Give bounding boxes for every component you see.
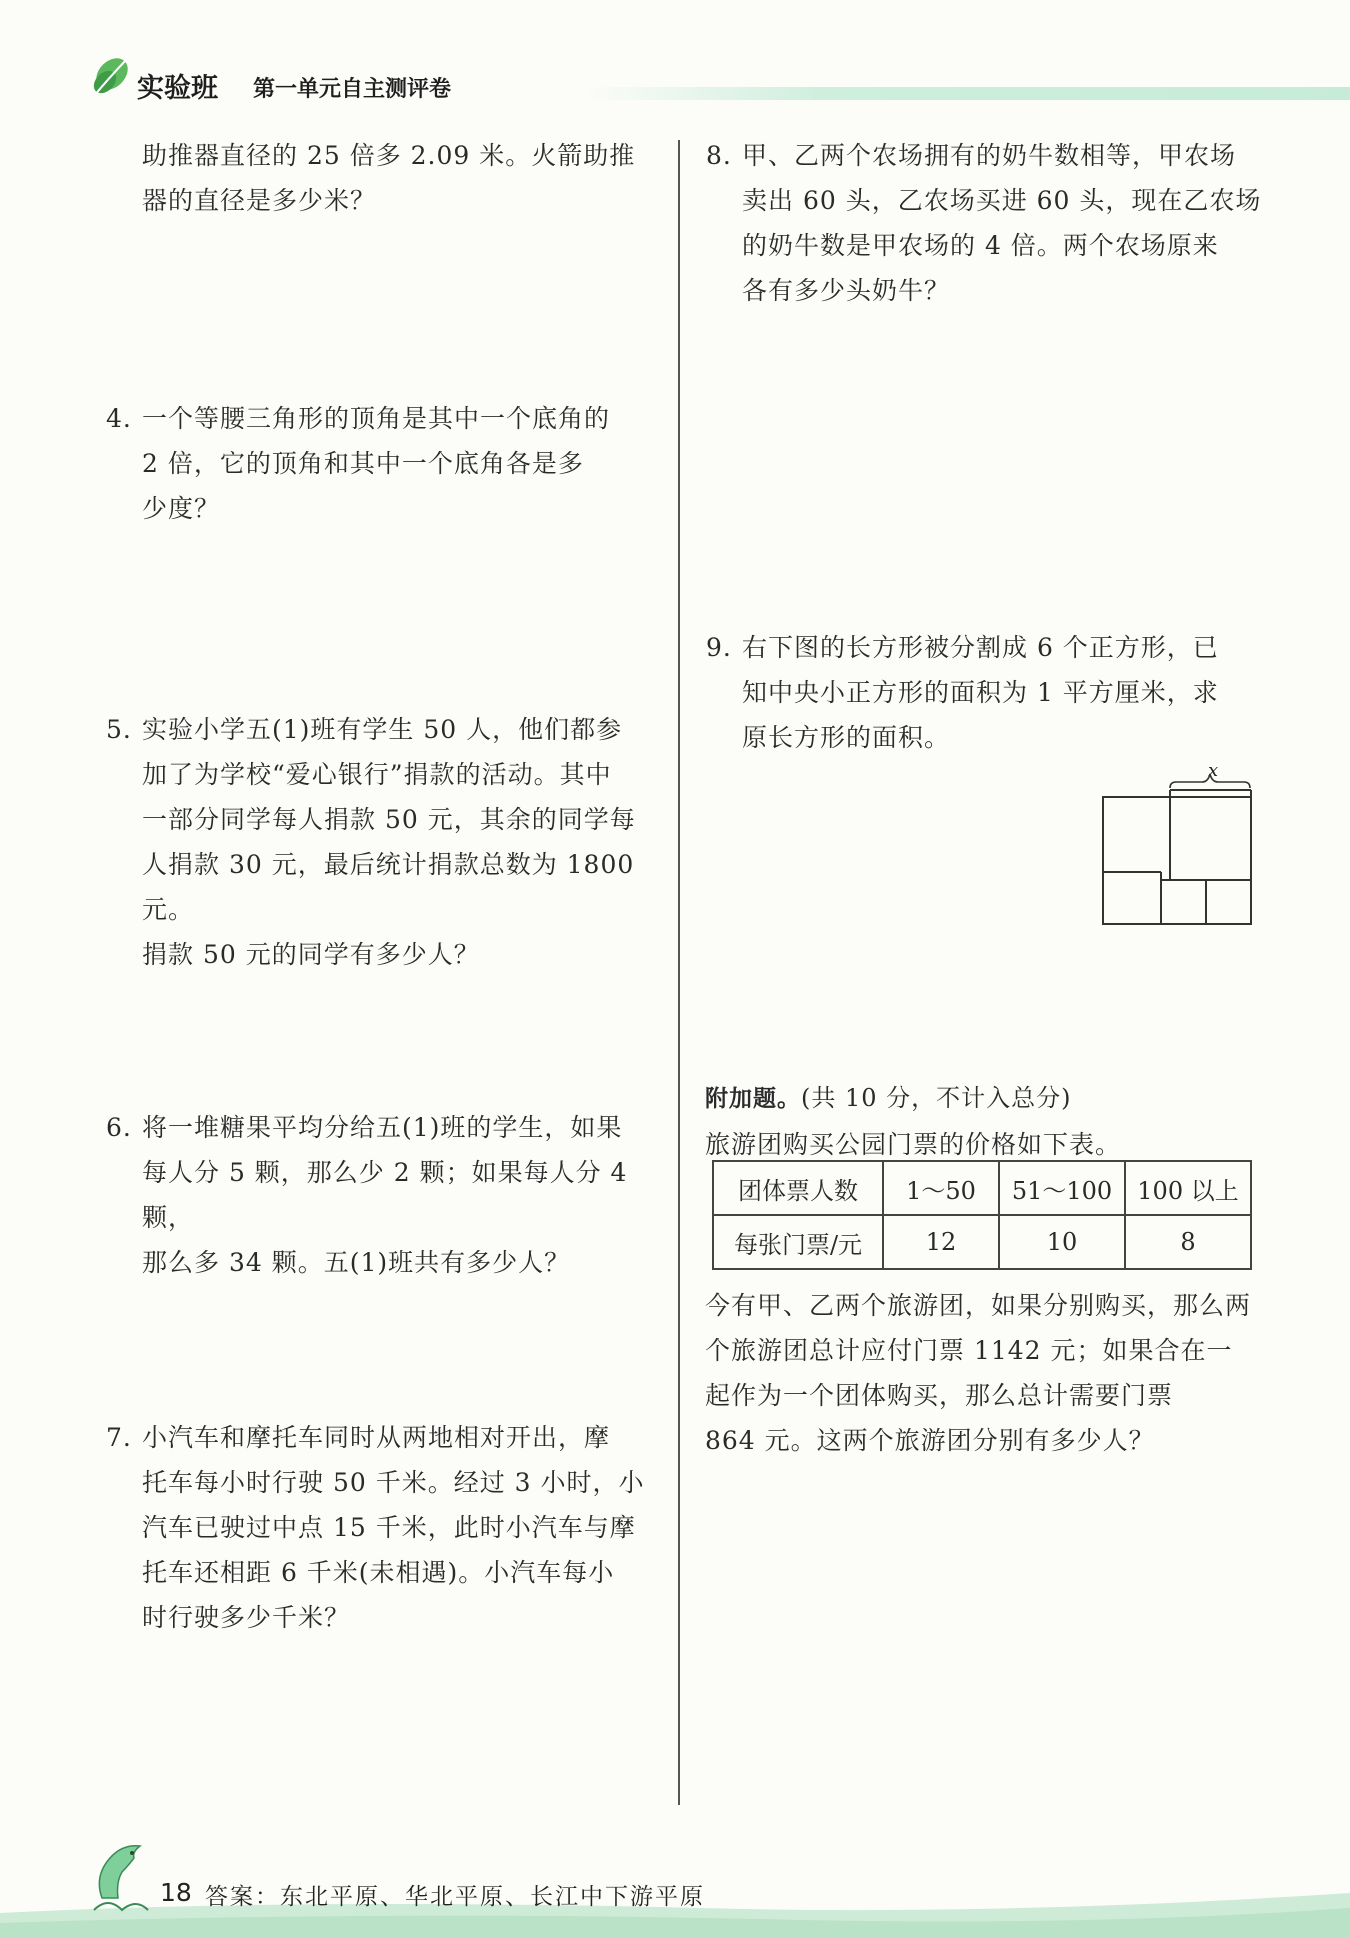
column-divider: [678, 140, 680, 1805]
table-cell: 每张门票/元: [713, 1215, 883, 1269]
footer-answer: 答案：东北平原、华北平原、长江中下游平原: [205, 1884, 705, 1910]
question-line: 卖出 60 头，乙农场买进 60 头，现在乙农场: [742, 186, 1262, 215]
question-8: [706, 133, 1262, 313]
table-row: [713, 1215, 1251, 1269]
question-line: 今有甲、乙两个旅游团，如果分别购买，那么两: [705, 1291, 1252, 1320]
page-number: 18: [160, 1878, 192, 1907]
question-line: 加了为学校“爱心银行”捐款的活动。其中: [142, 760, 612, 789]
extra-question-body: [705, 1283, 1270, 1463]
question-number: 4.: [106, 404, 132, 433]
table-row: [713, 1161, 1251, 1215]
question-4: [106, 396, 652, 531]
leaf-logo-icon: [88, 54, 132, 100]
table-cell: 100 以上: [1125, 1161, 1251, 1215]
extra-question: [705, 1075, 1270, 1167]
question-line: 知中央小正方形的面积为 1 平方厘米，求: [742, 678, 1219, 707]
table-cell: 51～100: [999, 1161, 1125, 1215]
question-line: 一个等腰三角形的顶角是其中一个底角的: [142, 404, 611, 433]
question-line: 右下图的长方形被分割成 6 个正方形，已: [742, 633, 1219, 662]
question-line: 少度？: [142, 494, 221, 523]
question-line: 起作为一个团体购买，那么总计需要门票: [705, 1381, 1174, 1410]
question-line: 各有多少头奶牛？: [742, 276, 951, 305]
rectangle-squares-diagram: [1098, 760, 1258, 930]
question-line: 那么多 34 颗。五(1)班共有多少人？: [142, 1248, 571, 1277]
question-line: 托车每小时行驶 50 千米。经过 3 小时，小: [142, 1468, 645, 1497]
extra-heading: 附加题。: [705, 1086, 801, 1112]
question-number: 9.: [706, 633, 732, 662]
question-line: 原长方形的面积。: [742, 723, 951, 752]
question-line: 托车还相距 6 千米(未相遇)。小汽车每小: [142, 1558, 615, 1587]
question-line: 助推器直径的 25 倍多 2.09 米。火箭助推: [142, 141, 636, 170]
table-cell: 12: [883, 1215, 999, 1269]
question-7: [106, 1415, 652, 1640]
page-header: [85, 52, 1305, 112]
table-cell: 10: [999, 1215, 1125, 1269]
question-line: 一部分同学每人捐款 50 元，其余的同学每: [142, 805, 636, 834]
question-line: 人捐款 30 元，最后统计捐款总数为 1800 元。: [142, 850, 635, 924]
x-label: x: [1208, 760, 1219, 781]
question-line: 小汽车和摩托车同时从两地相对开出，摩: [142, 1423, 611, 1452]
question-number: 8.: [706, 141, 732, 170]
outer-rectangle: [1103, 797, 1251, 924]
question-line: 时行驶多少千米？: [142, 1603, 351, 1632]
question-number: 6.: [106, 1113, 132, 1142]
question-line: 2 倍，它的顶角和其中一个底角各是多: [142, 449, 584, 478]
table-cell: 8: [1125, 1215, 1251, 1269]
table-cell: 团体票人数: [713, 1161, 883, 1215]
question-3-continued: [142, 133, 652, 223]
question-5: [106, 707, 652, 977]
extra-intro: 旅游团购买公园门票的价格如下表。: [705, 1130, 1122, 1159]
dolphin-mascot-icon: [88, 1836, 158, 1916]
ticket-price-table: [712, 1160, 1252, 1270]
question-line: 个旅游团总计应付门票 1142 元；如果合在一: [705, 1336, 1233, 1365]
table-cell: 1～50: [883, 1161, 999, 1215]
question-line: 每人分 5 颗，那么少 2 颗；如果每人分 4 颗，: [142, 1158, 628, 1232]
question-line: 器的直径是多少米？: [142, 186, 377, 215]
question-line: 实验小学五(1)班有学生 50 人，他们都参: [142, 715, 623, 744]
question-line: 864 元。这两个旅游团分别有多少人？: [705, 1426, 1155, 1455]
brand-title: 实验班: [137, 73, 218, 104]
unit-title: 第一单元自主测评卷: [253, 77, 452, 102]
question-line: 将一堆糖果平均分给五(1)班的学生，如果: [142, 1113, 623, 1142]
question-line: 汽车已驶过中点 15 千米，此时小汽车与摩: [142, 1513, 636, 1542]
extra-note: (共 10 分，不计入总分): [801, 1084, 1072, 1112]
question-9: [706, 625, 1262, 760]
header-decor-band: [585, 87, 1350, 100]
question-number: 5.: [106, 715, 132, 744]
question-line: 甲、乙两个农场拥有的奶牛数相等，甲农场: [742, 141, 1237, 170]
question-number: 7.: [106, 1423, 132, 1452]
question-line: 的奶牛数是甲农场的 4 倍。两个农场原来: [742, 231, 1219, 260]
x-brace: [1170, 774, 1250, 788]
question-6: [106, 1105, 652, 1285]
question-line: 捐款 50 元的同学有多少人？: [142, 940, 480, 969]
